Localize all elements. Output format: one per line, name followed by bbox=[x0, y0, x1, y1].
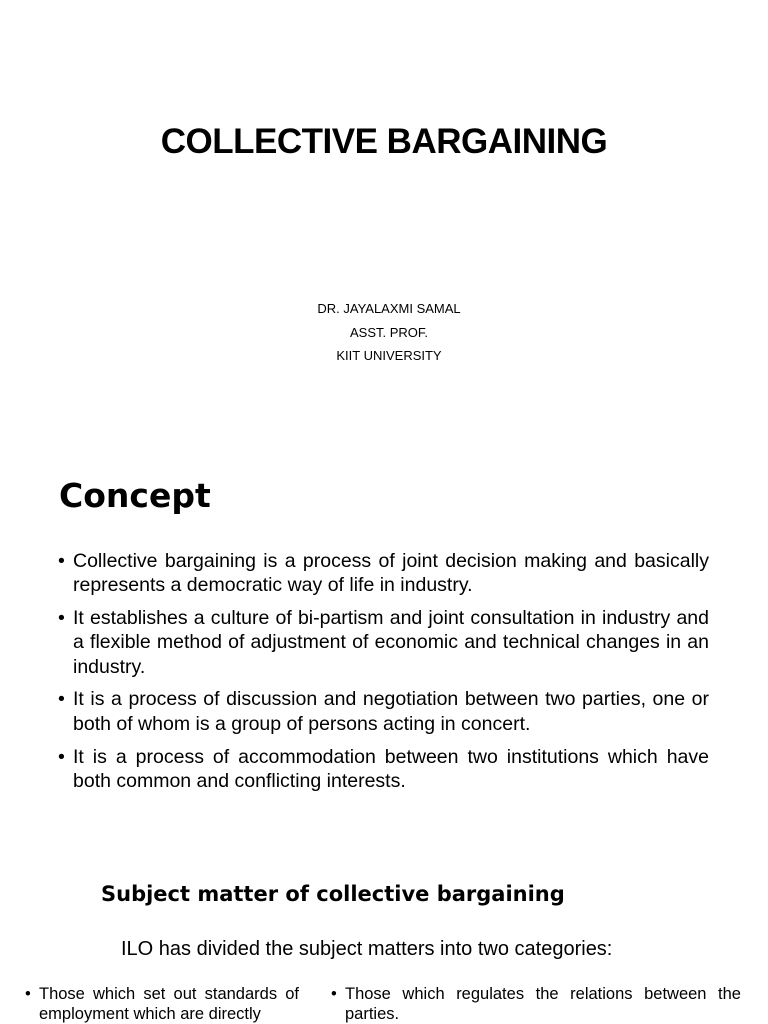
concept-heading: Concept bbox=[59, 476, 211, 515]
bullet-text: It is a process of accommodation between two institutions which have both common and conflicting interests. bbox=[73, 745, 709, 792]
author-position: ASST. PROF. bbox=[349, 324, 429, 340]
concept-slide bbox=[0, 440, 768, 840]
list-item bbox=[58, 606, 709, 679]
bullet-icon: • bbox=[58, 745, 65, 768]
subject-heading: Subject matter of collective bargaining bbox=[101, 882, 565, 906]
title-slide bbox=[0, 0, 768, 440]
author-byline bbox=[0, 297, 768, 368]
subject-matter-slide bbox=[0, 840, 768, 1024]
bullet-icon: • bbox=[58, 688, 65, 711]
category-column-left bbox=[25, 984, 299, 1024]
bullet-text: It establishes a culture of bi-partism and joint consultation in industry and a flexible method of adjustment of economic and technical changes in an industry. bbox=[73, 607, 709, 678]
list-item bbox=[58, 549, 709, 598]
author-name: DR. JAYALAXMI SAMAL bbox=[317, 301, 461, 316]
list-item bbox=[58, 687, 709, 736]
slide-title: COLLECTIVE BARGAINING bbox=[160, 122, 608, 161]
bullet-icon: • bbox=[58, 607, 65, 630]
list-item bbox=[58, 745, 709, 794]
author-institution: KIIT UNIVERSITY bbox=[336, 348, 442, 363]
category-column-right bbox=[331, 984, 741, 1024]
bullet-icon: • bbox=[331, 985, 337, 1003]
subject-intro: ILO has divided the subject matters into two categories: bbox=[121, 938, 613, 960]
bullet-icon: • bbox=[25, 985, 31, 1003]
concept-bullet-list bbox=[58, 549, 709, 802]
bullet-text: It is a process of discussion and negotiation between two parties, one or both of whom is a group of persons acting in concert. bbox=[73, 688, 709, 735]
category-text: Those which regulates the relations between the parties. bbox=[345, 985, 741, 1023]
bullet-text: Collective bargaining is a process of joint decision making and basically represents a democratic way of life in industry. bbox=[73, 550, 709, 597]
bullet-icon: • bbox=[58, 550, 65, 572]
category-text: Those which set out standards of employment which are directly bbox=[39, 985, 299, 1023]
